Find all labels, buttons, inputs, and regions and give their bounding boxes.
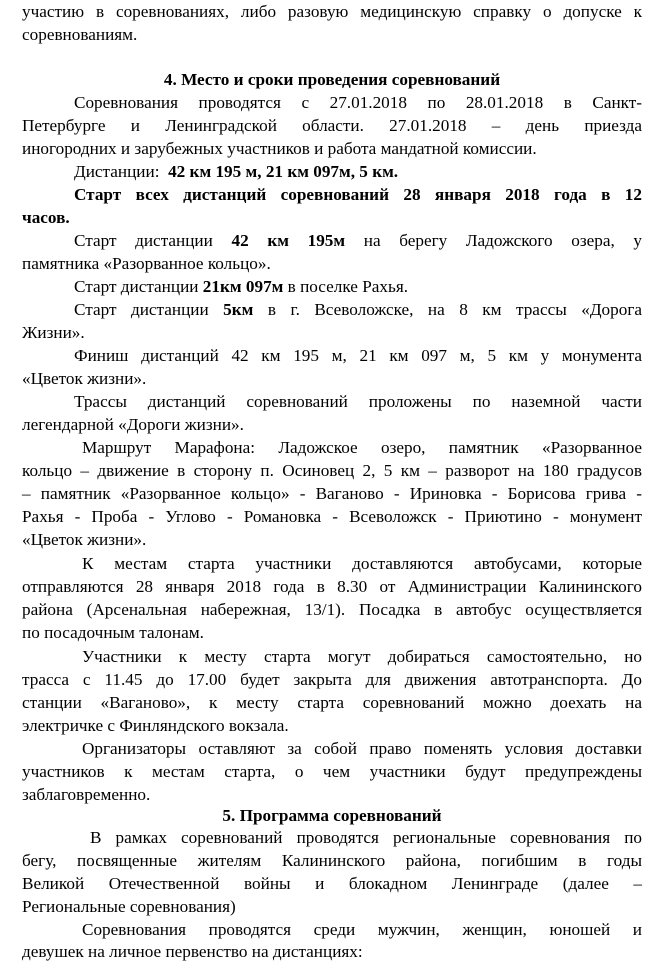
- start-21-line: [74, 275, 642, 299]
- start-5-suffix: в г. Всеволожске, на 8 км трассы «Дорога: [267, 300, 643, 319]
- text-line: Соревнования проводятся среди мужчин, женщин, юношей и: [82, 920, 642, 939]
- text-line: трасса с 11.45 до 17.00 будет закрыта для движения автотранспорта. До: [22, 670, 642, 689]
- text-line: Великой Отечественной войны и блокадном Ленинграде (далее –: [22, 874, 642, 893]
- text-line: К местам старта участники доставляются автобусами, которые: [82, 554, 642, 573]
- text-line: заблаговременно.: [22, 785, 151, 804]
- distances-value: 42 км 195 м, 21 км 097м, 5 км.: [168, 162, 399, 181]
- start-42-line: [74, 229, 642, 253]
- start-42-distance: 42 км 195м: [231, 231, 346, 250]
- text-line: иногородних и зарубежных участников и работа мандатной комиссии.: [22, 139, 537, 158]
- start-5-prefix: Старт дистанции: [74, 300, 209, 319]
- text-line: по посадочным талонам.: [22, 623, 204, 642]
- text-line: «Цветок жизни».: [22, 369, 147, 388]
- start-42-prefix: Старт дистанции: [74, 231, 213, 250]
- start-5-line: [74, 298, 642, 322]
- text-line: легендарной «Дороги жизни».: [22, 415, 244, 434]
- start-21-distance: 21км 097м: [202, 277, 284, 296]
- text-line: участию в соревнованиях, либо разовую медицинскую справку о допуске к: [22, 2, 642, 21]
- text-line: Жизни».: [22, 323, 85, 342]
- text-line: кольцо – движение в сторону п. Осиновец 2, 5 км – разворот на 180 градусов: [22, 461, 642, 480]
- text-line: Маршрут Марафона: Ладожское озеро, памятник «Разорванное: [82, 438, 642, 457]
- text-line: Региональные соревнования): [22, 897, 236, 916]
- start-21-suffix: в поселке Рахья.: [287, 277, 409, 296]
- distances-line: [74, 160, 642, 184]
- text-line: Рахья - Проба - Углово - Романовка - Всеволожск - Приютино - монумент: [22, 507, 642, 526]
- text-line: девушек на личное первенство на дистанциях:: [22, 942, 363, 961]
- text-line: отправляются 28 января 2018 года в 8.30 от Администрации Калининского: [22, 577, 642, 596]
- text-line: участников к местам старта, о чем участники будут предупреждены: [22, 762, 642, 781]
- text-line: Организаторы оставляют за собой право поменять условия доставки: [82, 739, 642, 758]
- text-line: памятника «Разорванное кольцо».: [22, 254, 271, 273]
- text-line: «Цветок жизни».: [22, 530, 147, 549]
- text-line: станции «Ваганово», к месту старта соревнований можно доехать на: [22, 693, 642, 712]
- start-5-distance: 5км: [223, 300, 254, 319]
- start-42-suffix: на берегу Ладожского озера, у: [363, 231, 642, 250]
- text-line: района (Арсенальная набережная, 13/1). Посадка в автобус осуществляется: [22, 600, 642, 619]
- text-line: Участники к месту старта могут добираться самостоятельно, но: [82, 647, 642, 666]
- text-line: бегу, посвященные жителям Калининского района, погибшим в годы: [22, 851, 642, 870]
- text-line: соревнованиям.: [22, 25, 138, 44]
- text-line: – памятник «Разорванное кольцо» - Ваганово - Ириновка - Борисова грива -: [22, 484, 642, 503]
- text-line: часов.: [22, 208, 70, 227]
- text-line: электричке с Финляндского вокзала.: [22, 716, 289, 735]
- text-line: Соревнования проводятся с 27.01.2018 по 28.01.2018 в Санкт-: [74, 93, 642, 112]
- text-line: В рамках соревнований проводятся региональные соревнования по: [90, 828, 642, 847]
- text-line: Трассы дистанций соревнований проложены по наземной части: [74, 392, 642, 411]
- text-line: Старт всех дистанций соревнований 28 января 2018 года в 12: [74, 185, 642, 204]
- section-heading-5: 5. Программа соревнований: [222, 806, 442, 825]
- text-line: Петербурге и Ленинградской области. 27.01.2018 – день приезда: [22, 116, 642, 135]
- text-line: Финиш дистанций 42 км 195 м, 21 км 097 м, 5 км у монумента: [74, 346, 642, 365]
- start-21-prefix: Старт дистанции: [74, 277, 199, 296]
- section-heading-4: 4. Место и сроки проведения соревнований: [163, 70, 501, 89]
- distances-label: Дистанции:: [74, 162, 160, 181]
